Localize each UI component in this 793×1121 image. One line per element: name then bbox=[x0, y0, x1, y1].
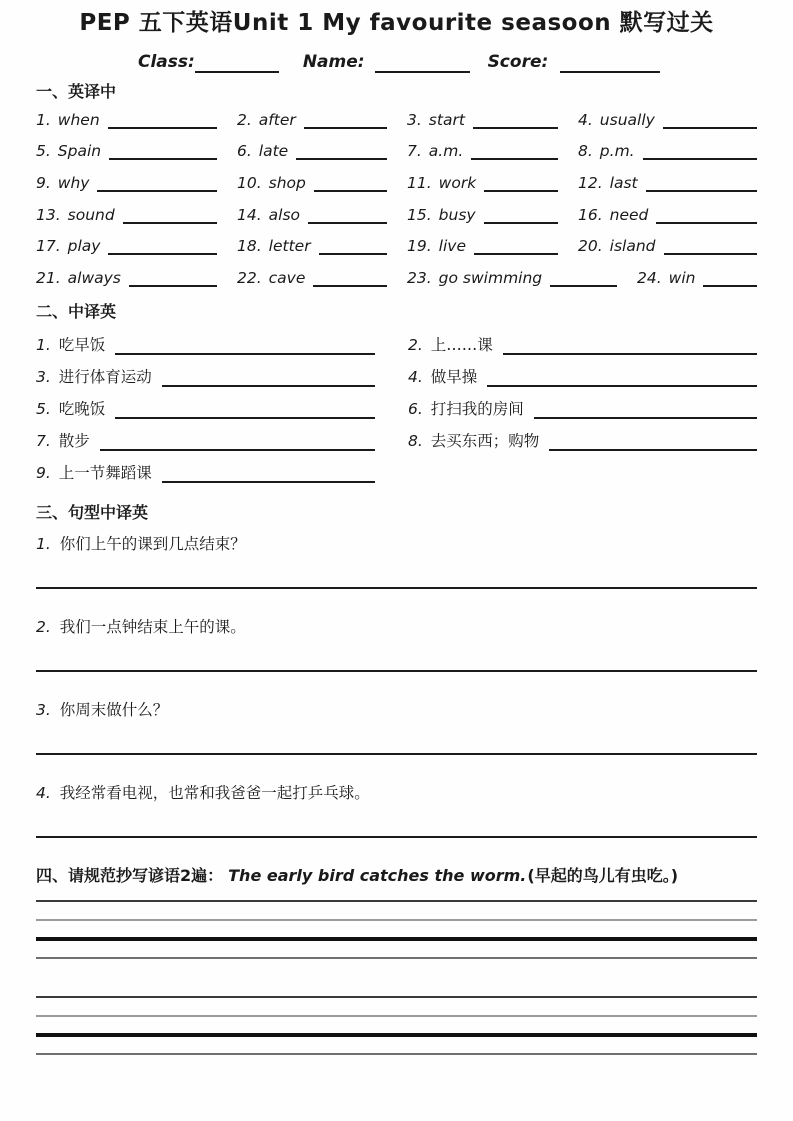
answer-blank bbox=[646, 190, 757, 192]
word-item bbox=[578, 135, 757, 167]
word-number: 19. bbox=[407, 237, 432, 256]
phrase-label: 打扫我的房间 bbox=[430, 400, 524, 419]
name-field-blank bbox=[375, 57, 470, 73]
phrase-number: 5. bbox=[36, 400, 51, 419]
word-number: 10. bbox=[237, 174, 262, 193]
sentence bbox=[36, 533, 757, 555]
word-number: 18. bbox=[237, 237, 262, 256]
writing-line bbox=[36, 919, 757, 921]
word-number: 8. bbox=[578, 142, 593, 161]
word-number: 3. bbox=[407, 110, 422, 129]
phrase-number: 7. bbox=[36, 432, 51, 451]
word-number: 14. bbox=[237, 205, 262, 224]
word-number: 17. bbox=[36, 237, 61, 256]
word-label: need bbox=[609, 205, 649, 224]
answer-blank bbox=[296, 158, 387, 160]
answer-blank bbox=[123, 222, 217, 224]
class-field-blank bbox=[195, 57, 279, 73]
section1-items bbox=[36, 103, 757, 293]
word-number: 21. bbox=[36, 269, 61, 288]
phrase-number: 8. bbox=[408, 432, 423, 451]
page-title: PEP 五下英语Unit 1 My favourite seasoon 默写过关 bbox=[79, 10, 714, 36]
word-label: usually bbox=[599, 110, 655, 129]
word-number: 23. bbox=[407, 269, 432, 288]
score-field-blank bbox=[560, 57, 660, 73]
header-fields bbox=[36, 51, 757, 73]
writing-line bbox=[36, 900, 757, 902]
answer-blank bbox=[471, 158, 558, 160]
section4-heading-label: 四、请规范抄写谚语2遍： bbox=[36, 866, 224, 886]
score-field-label: Score: bbox=[487, 52, 549, 72]
word-number: 1. bbox=[36, 110, 51, 129]
answer-blank bbox=[319, 253, 387, 255]
word-number: 22. bbox=[237, 269, 262, 288]
answer-blank bbox=[663, 127, 757, 129]
word-number: 2. bbox=[237, 110, 252, 129]
answer-blank bbox=[643, 158, 757, 160]
word-item bbox=[407, 103, 578, 135]
writing-line bbox=[36, 1053, 757, 1055]
word-label: island bbox=[609, 237, 656, 256]
word-number: 12. bbox=[578, 174, 603, 193]
phrase-number: 6. bbox=[408, 400, 423, 419]
word-label: when bbox=[57, 110, 100, 129]
answer-blank bbox=[115, 353, 375, 355]
word-label: play bbox=[67, 237, 101, 256]
writing-line bbox=[36, 996, 757, 998]
section2-heading: 二、中译英 bbox=[36, 302, 117, 322]
phrase-label: 进行体育运动 bbox=[58, 368, 152, 387]
word-number: 15. bbox=[407, 205, 432, 224]
word-number: 4. bbox=[578, 110, 593, 129]
phrase-label: 去买东西；购物 bbox=[430, 432, 540, 451]
word-label: go swimming bbox=[438, 269, 543, 288]
sentence-number: 2. bbox=[36, 618, 51, 637]
answer-blank bbox=[109, 158, 217, 160]
section4-heading bbox=[36, 865, 757, 887]
word-label: always bbox=[67, 269, 121, 288]
answer-line bbox=[36, 587, 757, 589]
answer-blank bbox=[656, 222, 757, 224]
word-label: busy bbox=[438, 205, 476, 224]
word-item bbox=[637, 261, 757, 293]
writing-line bbox=[36, 1033, 757, 1037]
phrase-label: 上一节舞蹈课 bbox=[58, 464, 152, 483]
word-item bbox=[36, 198, 237, 230]
word-item bbox=[237, 230, 407, 262]
answer-blank bbox=[703, 285, 757, 287]
phrase-number: 1. bbox=[36, 336, 51, 355]
sentence-text: 我经常看电视，也常和我爸爸一起打乒乓球。 bbox=[59, 784, 370, 803]
word-item bbox=[36, 135, 237, 167]
answer-line bbox=[36, 670, 757, 672]
word-number: 20. bbox=[578, 237, 603, 256]
word-item bbox=[237, 135, 407, 167]
answer-line bbox=[36, 753, 757, 755]
phrase-item bbox=[36, 328, 375, 360]
answer-blank bbox=[108, 127, 217, 129]
word-number: 13. bbox=[36, 205, 61, 224]
answer-blank bbox=[129, 285, 217, 287]
word-label: after bbox=[258, 110, 296, 129]
sentence-block bbox=[36, 533, 757, 589]
word-item bbox=[237, 261, 407, 293]
answer-blank bbox=[474, 253, 558, 255]
answer-blank bbox=[162, 481, 375, 483]
word-item bbox=[578, 103, 757, 135]
phrase-item bbox=[408, 328, 757, 360]
phrase-item bbox=[408, 424, 757, 456]
word-label: win bbox=[668, 269, 696, 288]
answer-blank bbox=[314, 190, 387, 192]
answer-blank bbox=[108, 253, 217, 255]
word-label: a.m. bbox=[428, 142, 464, 161]
writing-grid bbox=[36, 900, 757, 959]
writing-line bbox=[36, 937, 757, 941]
answer-blank bbox=[484, 222, 558, 224]
phrase-number: 4. bbox=[408, 368, 423, 387]
answer-blank bbox=[487, 385, 757, 387]
word-label: live bbox=[438, 237, 466, 256]
section1-heading: 一、英译中 bbox=[36, 82, 117, 101]
phrase-number: 2. bbox=[408, 336, 423, 355]
answer-blank bbox=[162, 385, 375, 387]
phrase-item bbox=[36, 392, 375, 424]
word-label: start bbox=[428, 110, 465, 129]
section3-heading: 三、句型中译英 bbox=[36, 503, 149, 523]
word-number: 9. bbox=[36, 174, 51, 193]
word-item bbox=[36, 230, 237, 262]
answer-blank bbox=[664, 253, 757, 255]
phrase-item bbox=[36, 360, 375, 392]
word-item bbox=[407, 230, 578, 262]
section3-blocks bbox=[36, 533, 757, 838]
proverb-english-text: The early bird catches the worm. bbox=[228, 866, 527, 886]
answer-blank bbox=[313, 285, 387, 287]
word-label: letter bbox=[268, 237, 311, 256]
phrase-item bbox=[408, 360, 757, 392]
word-label: Spain bbox=[57, 142, 102, 161]
word-item bbox=[36, 166, 237, 198]
class-field-label: Class: bbox=[138, 52, 195, 72]
answer-blank bbox=[534, 417, 757, 419]
word-label: also bbox=[268, 205, 301, 224]
answer-blank bbox=[115, 417, 375, 419]
word-item bbox=[36, 103, 237, 135]
phrase-label: 上……课 bbox=[430, 336, 493, 355]
sentence-text: 我们一点钟结束上午的课。 bbox=[59, 618, 246, 637]
section2-items bbox=[36, 328, 757, 488]
sentence-text: 你们上午的课到几点结束？ bbox=[59, 535, 246, 554]
sentence-number: 1. bbox=[36, 535, 51, 554]
sentence-block bbox=[36, 699, 757, 755]
writing-area bbox=[36, 900, 757, 1055]
phrase-label: 吃晚饭 bbox=[58, 400, 106, 419]
answer-blank bbox=[100, 449, 375, 451]
phrase-label: 散步 bbox=[58, 432, 90, 451]
word-number: 7. bbox=[407, 142, 422, 161]
word-item bbox=[407, 166, 578, 198]
answer-line bbox=[36, 836, 757, 838]
sentence bbox=[36, 782, 757, 804]
phrase-number: 3. bbox=[36, 368, 51, 387]
word-label: cave bbox=[268, 269, 306, 288]
word-label: last bbox=[609, 174, 638, 193]
answer-blank bbox=[549, 449, 757, 451]
word-item bbox=[407, 135, 578, 167]
word-number: 6. bbox=[237, 142, 252, 161]
sentence-block bbox=[36, 616, 757, 672]
writing-grid bbox=[36, 996, 757, 1055]
sentence-number: 4. bbox=[36, 784, 51, 803]
sentence-block bbox=[36, 782, 757, 838]
writing-line bbox=[36, 957, 757, 959]
word-item bbox=[237, 103, 407, 135]
word-item bbox=[578, 166, 757, 198]
answer-blank bbox=[97, 190, 217, 192]
phrase-item bbox=[36, 456, 375, 488]
word-label: late bbox=[258, 142, 289, 161]
answer-blank bbox=[304, 127, 387, 129]
answer-blank bbox=[550, 285, 617, 287]
word-label: p.m. bbox=[599, 142, 635, 161]
answer-blank bbox=[473, 127, 558, 129]
word-label: sound bbox=[67, 205, 115, 224]
sentence bbox=[36, 616, 757, 638]
proverb-chinese-translation: (早起的鸟儿有虫吃。) bbox=[527, 866, 679, 886]
sentence-text: 你周末做什么？ bbox=[59, 701, 169, 720]
word-item bbox=[36, 261, 237, 293]
sentence-number: 3. bbox=[36, 701, 51, 720]
word-item bbox=[578, 198, 757, 230]
word-label: shop bbox=[268, 174, 306, 193]
writing-line bbox=[36, 1015, 757, 1017]
phrase-item bbox=[36, 424, 375, 456]
answer-blank bbox=[308, 222, 387, 224]
word-number: 24. bbox=[637, 269, 662, 288]
word-number: 5. bbox=[36, 142, 51, 161]
answer-blank bbox=[503, 353, 757, 355]
word-number: 16. bbox=[578, 205, 603, 224]
phrase-number: 9. bbox=[36, 464, 51, 483]
word-label: why bbox=[57, 174, 90, 193]
word-item bbox=[407, 198, 578, 230]
phrase-label: 吃早饭 bbox=[58, 336, 106, 355]
phrase-label: 做早操 bbox=[430, 368, 478, 387]
word-item bbox=[407, 261, 637, 293]
word-label: work bbox=[438, 174, 477, 193]
sentence bbox=[36, 699, 757, 721]
answer-blank bbox=[484, 190, 558, 192]
word-number: 11. bbox=[407, 174, 432, 193]
name-field-label: Name: bbox=[302, 52, 365, 72]
word-item bbox=[237, 166, 407, 198]
word-item bbox=[237, 198, 407, 230]
phrase-item bbox=[408, 392, 757, 424]
word-item bbox=[578, 230, 757, 262]
